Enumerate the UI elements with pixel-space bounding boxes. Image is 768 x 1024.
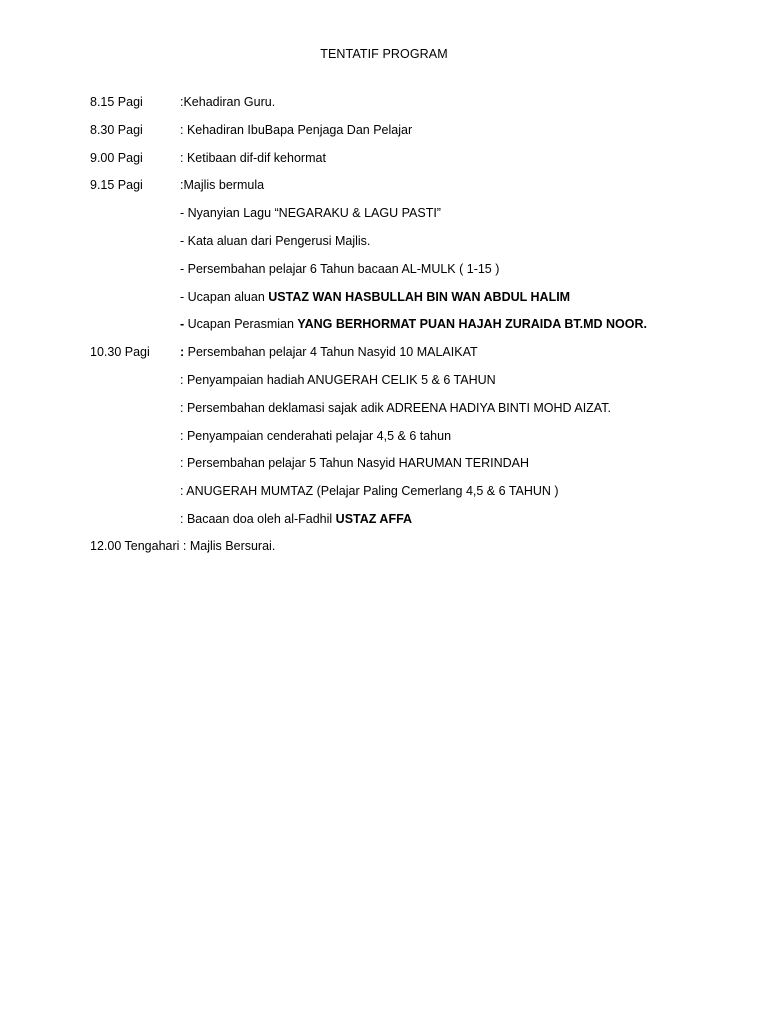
schedule-time: 9.00 Pagi [90,151,143,165]
schedule-time: 10.30 Pagi [90,345,150,359]
schedule-text: - Persembahan pelajar 6 Tahun bacaan AL-MULK ( 1-15 ) [180,262,500,276]
schedule-text: : Majlis Bersurai. [179,539,276,553]
schedule-text: : Ketibaan dif-dif kehormat [180,151,326,165]
schedule-text: : Penyampaian cenderahati pelajar 4,5 & 6 tahun [180,429,452,443]
schedule-item [180,177,264,193]
schedule-text: : Persembahan deklamasi sajak adik ADREENA HADIYA BINTI MOHD AIZAT. [180,401,611,415]
schedule-item [180,316,647,332]
schedule-item [180,205,441,221]
schedule-item [180,344,478,360]
schedule-item [180,511,412,527]
schedule-item [180,372,496,388]
schedule-item [180,428,451,444]
schedule-item [180,261,499,277]
schedule-item [180,455,529,471]
schedule-text: : ANUGERAH MUMTAZ (Pelajar Paling Cemerlang 4,5 & 6 TAHUN ) [180,484,559,498]
schedule-time: 8.15 Pagi [90,95,143,109]
schedule-time: 8.30 Pagi [90,123,143,137]
schedule-time: 12.00 Tengahari [90,539,180,553]
schedule-text: Persembahan pelajar 4 Tahun Nasyid 10 MALAIKAT [184,345,478,359]
schedule-item [180,94,275,110]
schedule-item [180,400,611,416]
schedule-text: - Kata aluan dari Pengerusi Majlis. [180,234,371,248]
schedule-text: :Kehadiran Guru. [180,95,276,109]
schedule-text: Ucapan Perasmian [187,317,298,331]
schedule-time-inline [90,538,275,554]
document-title: TENTATIF PROGRAM [320,47,448,61]
schedule-text: - Ucapan aluan [180,290,269,304]
schedule-item [180,233,370,249]
bullet-dash: - [180,317,188,331]
schedule-text: : Penyampaian hadiah ANUGERAH CELIK 5 & 6 TAHUN [180,373,496,387]
schedule-item [180,483,559,499]
schedule-item [180,150,326,166]
schedule-text: : Kehadiran IbuBapa Penjaga Dan Pelajar [180,123,413,137]
speaker-name: USTAZ AFFA [335,512,413,526]
schedule-item [180,122,412,138]
schedule-text: : Persembahan pelajar 5 Tahun Nasyid HARUMAN TERINDAH [180,456,529,470]
schedule-text: :Majlis bermula [180,178,265,192]
schedule-text: - Nyanyian Lagu “NEGARAKU & LAGU PASTI” [180,206,441,220]
guest-name: YANG BERHORMAT PUAN HAJAH ZURAIDA BT.MD NOOR. [297,317,647,331]
schedule-time: 9.15 Pagi [90,178,143,192]
schedule-item [180,289,570,305]
speaker-name: USTAZ WAN HASBULLAH BIN WAN ABDUL HALIM [268,290,571,304]
schedule-text: : Bacaan doa oleh al-Fadhil [180,512,336,526]
colon-separator: : [180,345,185,359]
